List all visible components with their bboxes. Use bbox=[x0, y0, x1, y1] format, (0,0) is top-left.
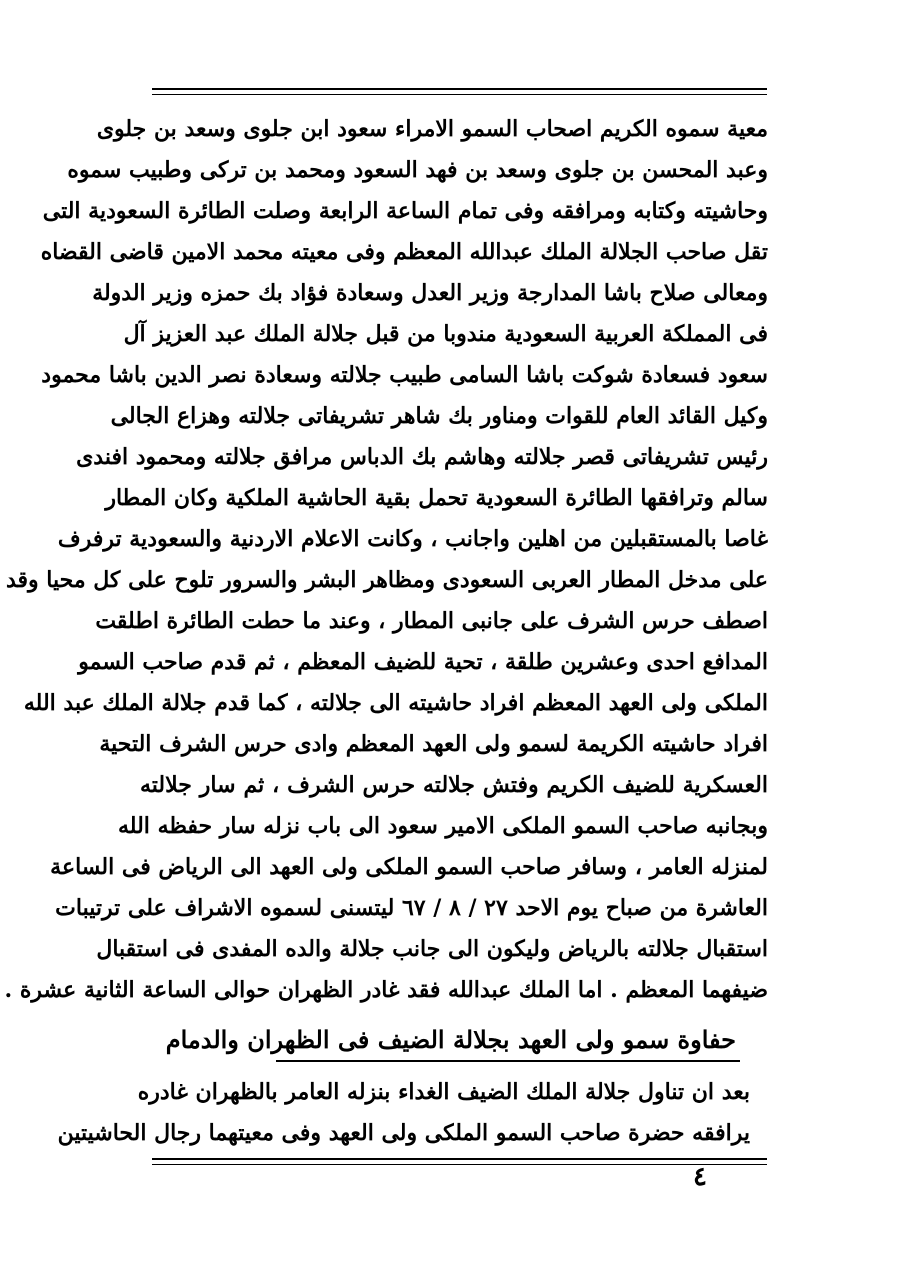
text-line: وعبد المحسن بن جلوى وسعد بن فهد السعود ومحمد بن تركى وطبيب سموه bbox=[67, 157, 768, 183]
text-line: على مدخل المطار العربى السعودى ومظاهر البشر والسرور تلوح على كل محيا وقد bbox=[5, 567, 768, 593]
text-line: غاصا بالمستقبلين من اهلين واجانب ، وكانت الاعلام الاردنية والسعودية ترفرف bbox=[57, 526, 768, 552]
text-line: وكيل القائد العام للقوات ومناور بك شاهر تشريفاتى جلالته وهزاع الجالى bbox=[110, 403, 768, 429]
heading-underline bbox=[276, 1060, 740, 1062]
text-line: العاشرة من صباح يوم الاحد ٢٧ / ٨ / ٦٧ ليتسنى لسموه الاشراف على ترتيبات bbox=[55, 895, 768, 921]
text-line: بعد ان تناول جلالة الملك الضيف الغداء بنزله العامر بالظهران غادره bbox=[137, 1079, 750, 1105]
top-rule-thin bbox=[152, 94, 767, 95]
text-line: سالم وترافقها الطائرة السعودية تحمل بقية الحاشية الملكية وكان المطار bbox=[105, 485, 768, 511]
text-line: وحاشيته وكتابه ومرافقه وفى تمام الساعة الرابعة وصلت الطائرة السعودية التى bbox=[42, 198, 768, 224]
section-heading: حفاوة سمو ولى العهد بجلالة الضيف فى الظهران والدمام bbox=[165, 1025, 736, 1054]
text-line: ومعالى صلاح باشا المدارجة وزير العدل وسعادة فؤاد بك حمزه وزير الدولة bbox=[92, 280, 768, 306]
text-line: وبجانبه صاحب السمو الملكى الامير سعود الى باب نزله سار حفظه الله bbox=[118, 813, 768, 839]
text-line: تقل صاحب الجلالة الملك عبدالله المعظم وفى معيته محمد الامين قاضى القضاه bbox=[40, 239, 768, 265]
text-line: الملكى ولى العهد المعظم افراد حاشيته الى جلالته ، كما قدم جلالة الملك عبد الله bbox=[23, 690, 768, 716]
text-line: رئيس تشريفاتى قصر جلالته وهاشم بك الدباس مرافق جلالته ومحمود افندى bbox=[76, 444, 768, 470]
text-line: سعود فسعادة شوكت باشا السامى طبيب جلالته وسعادة نصر الدين باشا محمود bbox=[41, 362, 768, 388]
text-line: استقبال جلالته بالرياض وليكون الى جانب جلالة والده المفدى فى استقبال bbox=[96, 936, 768, 962]
page-number: ٤ bbox=[693, 1162, 707, 1192]
text-line: يرافقه حضرة صاحب السمو الملكى ولى العهد وفى معيتهما رجال الحاشيتين bbox=[57, 1120, 750, 1146]
text-line: لمنزله العامر ، وسافر صاحب السمو الملكى ولى العهد الى الرياض فى الساعة bbox=[50, 854, 768, 880]
text-line: معية سموه الكريم اصحاب السمو الامراء سعود ابن جلوى وسعد بن جلوى bbox=[96, 116, 768, 142]
text-line: اصطف حرس الشرف على جانبى المطار ، وعند ما حطت الطائرة اطلقت bbox=[95, 608, 768, 634]
text-line: افراد حاشيته الكريمة لسمو ولى العهد المعظم وادى حرس الشرف التحية bbox=[99, 731, 768, 757]
bottom-rule-thin bbox=[152, 1164, 767, 1165]
text-line: المدافع احدى وعشرين طلقة ، تحية للضيف المعظم ، ثم قدم صاحب السمو bbox=[78, 649, 768, 675]
text-line: فى المملكة العربية السعودية مندوبا من قبل جلالة الملك عبد العزيز آل bbox=[123, 321, 768, 347]
top-rule bbox=[152, 88, 767, 90]
text-line: العسكرية للضيف الكريم وفتش جلالته حرس الشرف ، ثم سار جلالته bbox=[140, 772, 768, 798]
text-line: ضيفهما المعظم . اما الملك عبدالله فقد غادر الظهران حوالى الساعة الثانية عشرة . bbox=[4, 977, 768, 1003]
bottom-rule bbox=[152, 1158, 767, 1160]
